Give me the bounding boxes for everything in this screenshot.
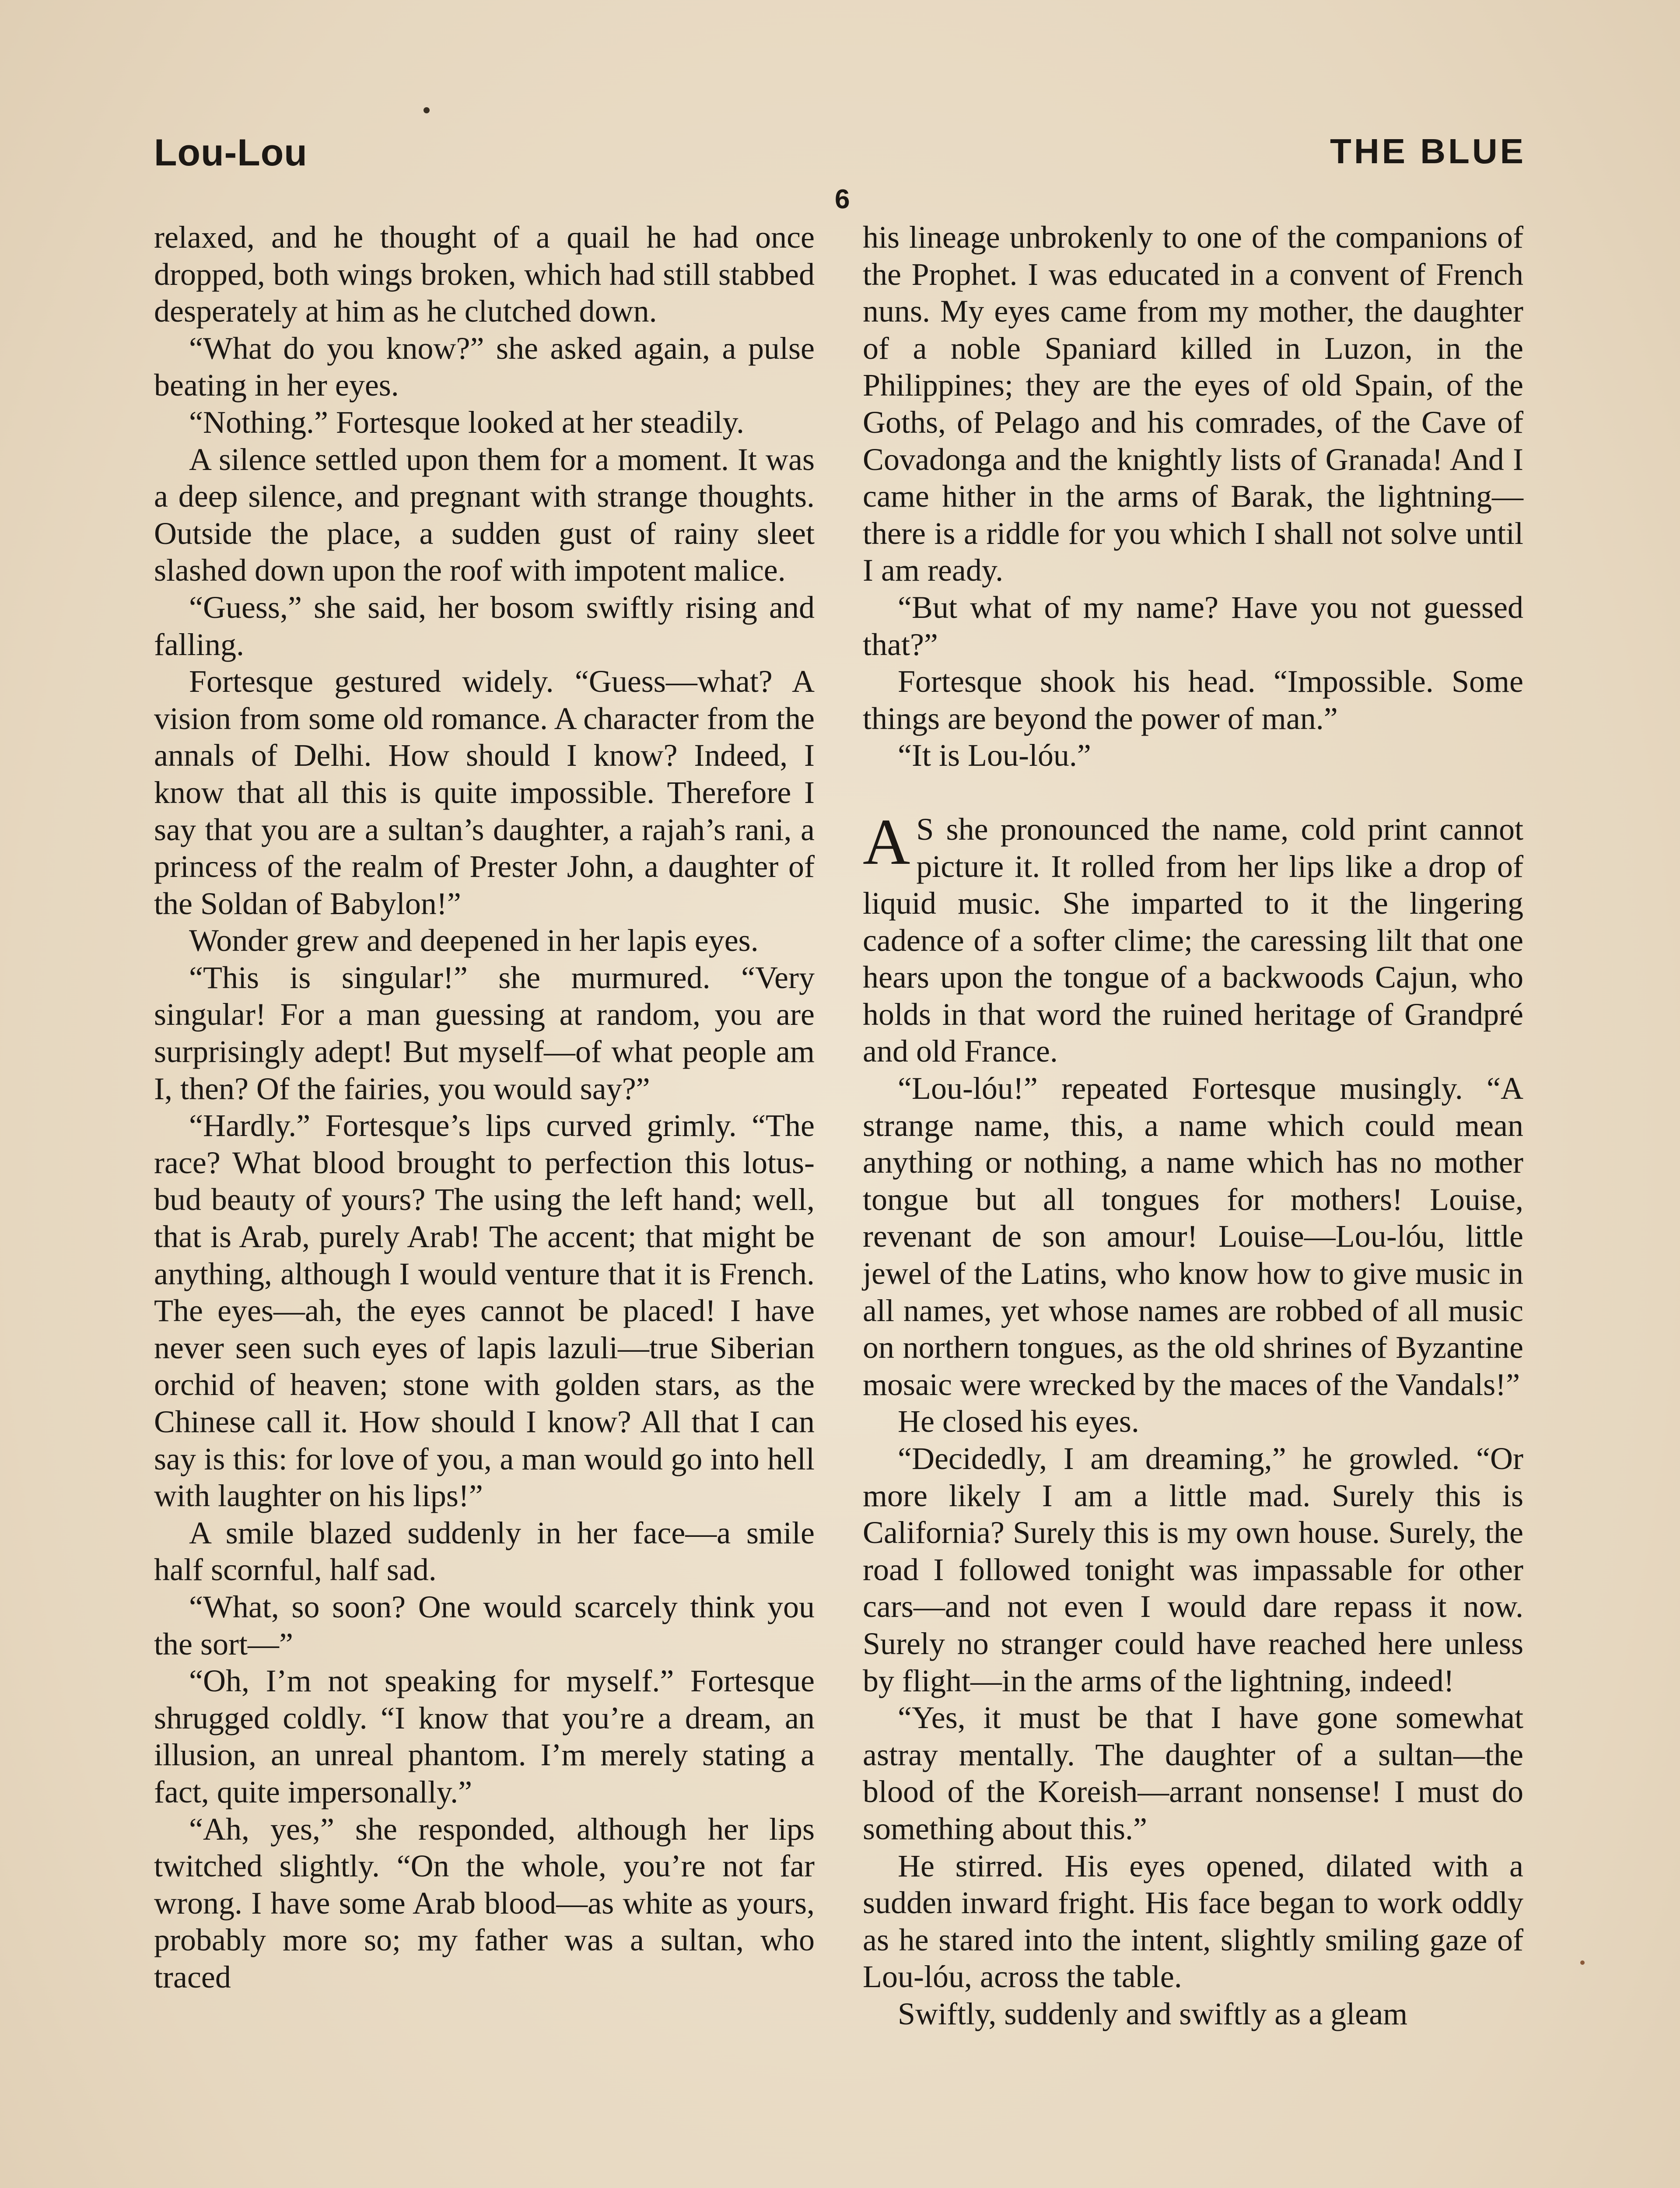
dropcap-paragraph-text: S she pronounced the name, cold print cannot picture it. It rolled from her lips like a drop of liquid music. She imparted to it the lingering cadence of a softer clime; the caressing lilt that one hears upon the tongue of a backwoods Cajun, who holds in that word the ruined heritage of Grandpré and old France. xyxy=(863,811,1523,1069)
print-speck xyxy=(1580,1960,1585,1965)
running-header xyxy=(154,131,1526,179)
paragraph: “Guess,” she said, her bosom swiftly rising and falling. xyxy=(154,589,815,662)
paragraph: “Lou-lóu!” repeated Fortesque musingly. “A strange name, this, a name which could mean anything or nothing, a name which has no mother tongue but all tongues for mothers! Louise, revenant de son amour! Louise—Lou-lóu, little jewel of the Latins, who know how to give music in all names, yet whose names are robbed of all music on northern tongues, as the old shrines of Byzantine mosaic were wrecked by the maces of the Vandals!” xyxy=(863,1071,1523,1402)
paragraph: “Nothing.” Fortesque looked at her steadily. xyxy=(189,404,744,440)
page-number: 6 xyxy=(835,184,850,214)
print-speck xyxy=(424,107,430,113)
section-break xyxy=(863,774,1523,811)
paragraph: He closed his eyes. xyxy=(898,1404,1139,1439)
paragraph: Wonder grew and deepened in her lapis eyes. xyxy=(189,923,759,958)
paragraph: “It is Lou-lóu.” xyxy=(898,738,1091,773)
paragraph: A smile blazed suddenly in her face—a smile half scornful, half sad. xyxy=(154,1515,815,1588)
dropcap-paragraph xyxy=(863,805,1523,1070)
paragraph: “Ah, yes,” she responded, although her lips twitched slightly. “On the whole, you’re not far wrong. I have some Arab blood—as white as yours, probably more so; my father was a sultan, who traced xyxy=(154,1811,815,1995)
paragraph: his lineage unbrokenly to one of the companions of the Prophet. I was educated in a convent of French nuns. My eyes came from my mother, the daughter of a noble Spaniard killed in Luzon, in the Philippines; they are the eyes of old Spain, of the Goths, of Pelago and his comrades, of the Cave of Covadonga and the knightly lists of Granada! And I came hither in the arms of Barak, the lightning—there is a riddle for you which I shall not solve until I am ready. xyxy=(863,220,1523,588)
paragraph: “Hardly.” Fortesque’s lips curved grimly. “The race? What blood brought to perfection this lotus-bud beauty of yours? The using the left hand; well, that is Arab, purely Arab! The accent; that might be anything, although I would venture that it is French. The eyes—ah, the eyes cannot be placed! I have never seen such eyes of lapis lazuli—true Siberian orchid of heaven; stone with golden stars, as the Chinese call it. How should I know? All that I can say is this: for love of you, a man would go into hell with laughter on his lips!” xyxy=(154,1108,815,1514)
running-title-right: THE BLUE xyxy=(1330,132,1526,171)
paragraph: “Yes, it must be that I have gone somewhat astray mentally. The daughter of a sultan—the blood of the Koreish—arrant nonsense! I must do something about this.” xyxy=(863,1700,1523,1846)
running-title-left: Lou-Lou xyxy=(154,132,308,174)
paragraph: “What do you know?” she asked again, a pulse beating in her eyes. xyxy=(154,330,815,403)
paragraph: “Decidedly, I am dreaming,” he growled. “Or more likely I am a little mad. Surely this is California? Surely this is my own house. Surely, the road I followed tonight was impassable for other cars—and not even I would dare repass it now. Surely no stranger could have reached here unless by flight—in the arms of the lightning, indeed! xyxy=(863,1441,1523,1698)
paragraph: “But what of my name? Have you not guessed that?” xyxy=(863,589,1523,662)
paragraph: “Oh, I’m not speaking for myself.” Fortesque shrugged coldly. “I know that you’re a dream, an illusion, an unreal phantom. I’m merely stating a fact, quite impersonally.” xyxy=(154,1663,815,1809)
left-column xyxy=(154,219,815,1996)
drop-cap: A xyxy=(863,805,910,878)
paragraph: Fortesque shook his head. “Impossible. Some things are beyond the power of man.” xyxy=(863,664,1523,736)
paragraph: “This is singular!” she murmured. “Very singular! For a man guessing at random, you are surprisingly adept! But myself—of what people am I, then? Of the fairies, you would say?” xyxy=(154,960,815,1106)
paragraph: “What, so soon? One would scarcely think you the sort—” xyxy=(154,1589,815,1662)
paragraph: relaxed, and he thought of a quail he had once dropped, both wings broken, which had still stabbed desperately at him as he clutched down. xyxy=(154,220,815,329)
paragraph: Swiftly, suddenly and swiftly as a gleam xyxy=(898,1996,1408,2031)
right-column xyxy=(863,219,1523,2033)
paragraph: He stirred. His eyes opened, dilated with a sudden inward fright. His face began to work oddly as he stared into the intent, slightly smiling gaze of Lou-lóu, across the table. xyxy=(863,1848,1523,1995)
paragraph: A silence settled upon them for a moment. It was a deep silence, and pregnant with strange thoughts. Outside the place, a sudden gust of rainy sleet slashed down upon the roof with impotent malice. xyxy=(154,442,815,588)
paragraph: Fortesque gestured widely. “Guess—what? A vision from some old romance. A character from the annals of Delhi. How should I know? Indeed, I know that all this is quite impossible. Therefore I say that you are a sultan’s daughter, a rajah’s rani, a princess of the realm of Prester John, a daughter of the Soldan of Babylon!” xyxy=(154,664,815,921)
